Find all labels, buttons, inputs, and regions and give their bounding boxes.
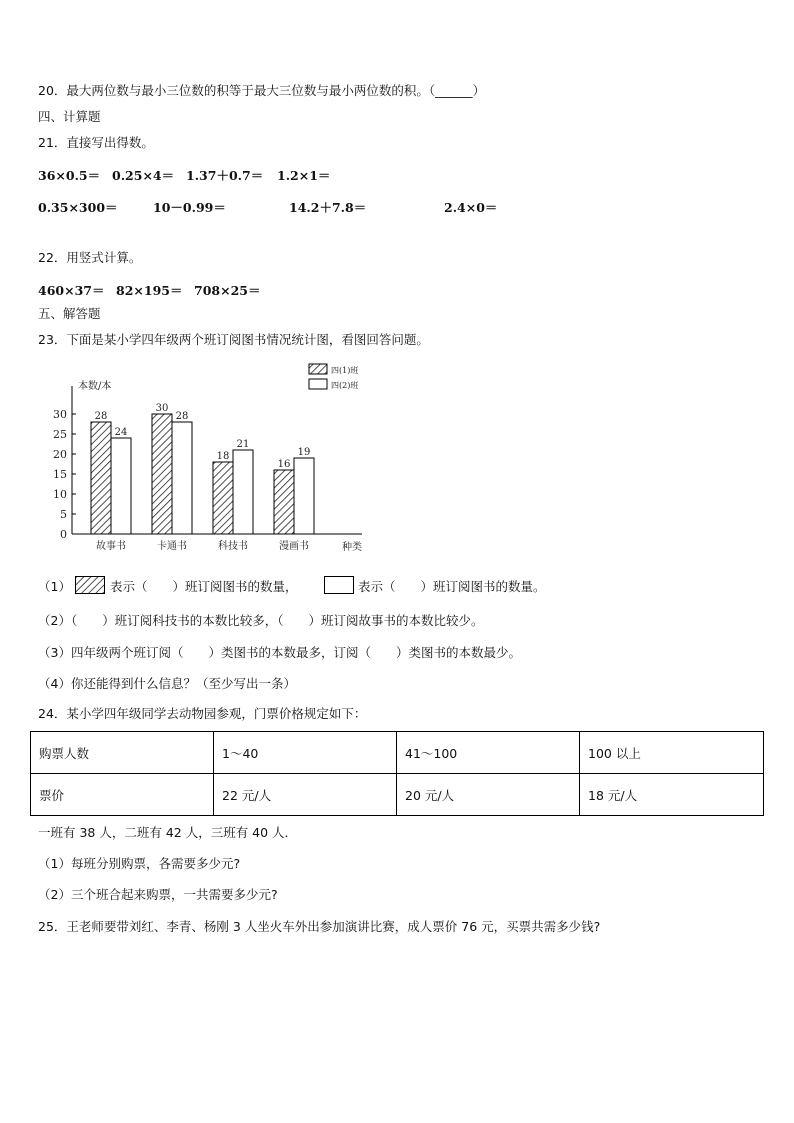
x-tick-label: 科技书 <box>218 541 248 552</box>
bar <box>91 422 111 534</box>
table-cell: 100 以上 <box>580 732 764 774</box>
table-row <box>31 774 764 816</box>
legend-swatch-white <box>309 379 327 389</box>
bar-value-label: 18 <box>216 451 230 462</box>
question-23-1-part-a: 表示（ ）班订阅图书的数量， <box>110 579 298 594</box>
calc-item: 1.2×1＝ <box>277 168 331 183</box>
calc-item: 1.37＋0.7＝ <box>186 168 264 183</box>
bar-value-label: 30 <box>155 403 169 414</box>
ticket-price-table <box>30 731 764 816</box>
question-25: 25．王老师要带刘红、李青、杨刚 3 人坐火车外出参加演讲比赛，成人票价 76 元，买票共需多少钱? <box>38 919 601 934</box>
question-24-info: 一班有 38 人，二班有 42 人，三班有 40 人． <box>38 825 298 840</box>
y-tick-label: 10 <box>53 488 67 501</box>
bar-chart <box>50 358 380 558</box>
question-23-2: （2）（ ）班订阅科技书的本数比较多，（ ）班订阅故事书的本数比较少。 <box>38 613 484 628</box>
question-23-4: （4）你还能得到什么信息？（至少写出一条） <box>38 676 296 691</box>
y-tick-label: 15 <box>53 468 67 481</box>
calc-item: 36×0.5＝ <box>38 168 101 183</box>
calc-item: 14.2＋7.8＝ <box>289 200 367 215</box>
bar-value-label: 16 <box>277 459 291 470</box>
y-axis-label: 本数/本 <box>78 381 112 392</box>
calc-item: 82×195＝ <box>116 283 183 298</box>
question-24: 24．某小学四年级同学去动物园参观，门票价格规定如下： <box>38 706 367 721</box>
bar <box>274 470 294 534</box>
table-cell: 20 元/人 <box>397 774 580 816</box>
bar <box>294 458 314 534</box>
question-23-3: （3）四年级两个班订阅（ ）类图书的本数最多，订阅（ ）类图书的本数最少。 <box>38 645 521 660</box>
table-cell: 41～100 <box>397 732 580 774</box>
legend-swatch-hatched <box>309 364 327 374</box>
calc-item: 0.25×4＝ <box>112 168 175 183</box>
question-23: 23．下面是某小学四年级两个班订阅图书情况统计图，看图回答问题。 <box>38 332 429 347</box>
y-tick-label: 0 <box>60 528 67 541</box>
y-tick-label: 5 <box>60 508 67 521</box>
x-tick-label: 漫画书 <box>279 541 309 552</box>
bar-value-label: 28 <box>175 411 189 422</box>
bar <box>111 438 131 534</box>
table-cell: 票价 <box>31 774 214 816</box>
section-heading-calculation: 四、计算题 <box>38 109 101 124</box>
question-23-1-part-b: 表示（ ）班订阅图书的数量。 <box>358 579 546 594</box>
white-legend-box <box>324 576 354 594</box>
calc-item: 10－0.99＝ <box>153 200 226 215</box>
legend-question-number: （1） <box>38 579 71 594</box>
bar-value-label: 28 <box>94 411 108 422</box>
hatched-legend-box <box>75 576 105 594</box>
table-cell: 22 元/人 <box>214 774 397 816</box>
calc-item: 708×25＝ <box>194 283 261 298</box>
x-axis-label: 种类 <box>342 542 362 553</box>
question-21: 21．直接写出得数。 <box>38 135 154 150</box>
bar <box>172 422 192 534</box>
bar-value-label: 24 <box>114 427 128 438</box>
y-tick-label: 25 <box>53 428 67 441</box>
bar-value-label: 19 <box>297 447 311 458</box>
question-22: 22．用竖式计算。 <box>38 250 142 265</box>
table-row <box>31 732 764 774</box>
bar <box>213 462 233 534</box>
bar <box>233 450 253 534</box>
question-24-1: （1）每班分别购票，各需要多少元? <box>38 856 241 871</box>
calc-item: 460×37＝ <box>38 283 105 298</box>
table-cell: 购票人数 <box>31 732 214 774</box>
table-cell: 1～40 <box>214 732 397 774</box>
question-24-2: （2）三个班合起来购票，一共需要多少元? <box>38 887 278 902</box>
bar <box>152 414 172 534</box>
section-heading-solve: 五、解答题 <box>38 306 101 321</box>
y-tick-label: 30 <box>53 408 67 421</box>
question-20: 20．最大两位数与最小三位数的积等于最大三位数与最小两位数的积。（______） <box>38 83 486 98</box>
bar-value-label: 21 <box>236 439 250 450</box>
y-tick-label: 20 <box>53 448 67 461</box>
legend-label: 四(2)班 <box>331 381 359 390</box>
legend-label: 四(1)班 <box>331 366 359 375</box>
x-tick-label: 卡通书 <box>157 541 187 552</box>
calc-item: 0.35×300＝ <box>38 200 118 215</box>
table-cell: 18 元/人 <box>580 774 764 816</box>
calc-item: 2.4×0＝ <box>444 200 498 215</box>
x-tick-label: 故事书 <box>96 541 126 552</box>
